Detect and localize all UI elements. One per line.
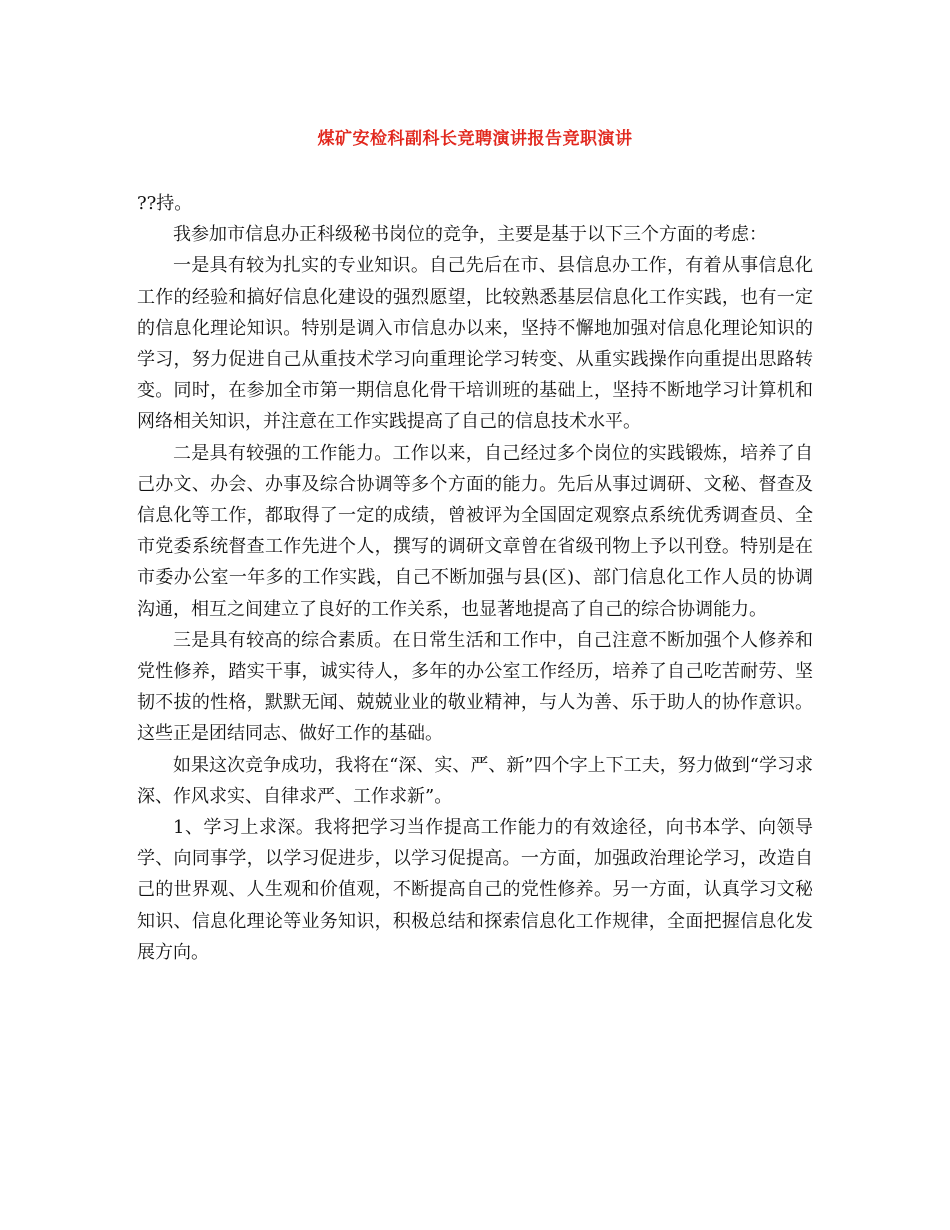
- paragraph-2: 我参加市信息办正科级秘书岗位的竞争，主要是基于以下三个方面的考虑：: [173, 224, 767, 246]
- paragraph-5: 三是具有较高的综合素质。在日常生活和工作中，自己注意不断加强个人修养和党性修养，踏实干事，诚实待人，多年的办公室工作经历，培养了自己吃苦耐劳、坚韧不拔的性格，默默无闻、兢兢业业的敬业精神，与人为善、乐于助人的协作意识。这些正是团结同志、做好工作的基础。: [137, 629, 813, 745]
- document-body: [137, 188, 813, 968]
- paragraph-4: 二是具有较强的工作能力。工作以来，自己经过多个岗位的实践锻炼，培养了自己办文、办会、办事及综合协调等多个方面的能力。先后从事过调研、文秘、督查及信息化等工作，都取得了一定的成绩，曾被评为全国固定观察点系统优秀调查员、全市党委系统督查工作先进个人，撰写的调研文章曾在省级刊物上予以刊登。特别是在市委办公室一年多的工作实践，自己不断加强与县(区)、部门信息化工作人员的协调沟通，相互之间建立了良好的工作关系，也显著地提高了自己的综合协调能力。: [137, 442, 813, 620]
- paragraph-1: ??持。: [137, 193, 193, 214]
- paragraph-3: 一是具有较为扎实的专业知识。自己先后在市、县信息办工作，有着从事信息化工作的经验和搞好信息化建设的强烈愿望，比较熟悉基层信息化工作实践，也有一定的信息化理论知识。特别是调入市信息办以来，坚持不懈地加强对信息化理论知识的学习，努力促进自己从重技术学习向重理论学习转变、从重实践操作向重提出思路转变。同时，在参加全市第一期信息化骨干培训班的基础上，坚持不断地学习计算机和网络相关知识，并注意在工作实践提高了自己的信息技术水平。: [137, 255, 813, 433]
- paragraph-7: 1、学习上求深。我将把学习当作提高工作能力的有效途径，向书本学、向领导学、向同事学，以学习促进步，以学习促提高。一方面，加强政治理论学习，改造自己的世界观、人生观和价值观，不断提高自己的党性修养。另一方面，认真学习文秘知识、信息化理论等业务知识，积极总结和探索信息化工作规律，全面把握信息化发展方向。: [137, 817, 813, 963]
- document-title: 煤矿安检科副科长竞聘演讲报告竞职演讲: [317, 129, 633, 149]
- paragraph-6: 如果这次竞争成功，我将在“深、实、严、新”四个字上下工夫，努力做到“学习求深、作风求实、自律求严、工作求新”。: [137, 754, 813, 807]
